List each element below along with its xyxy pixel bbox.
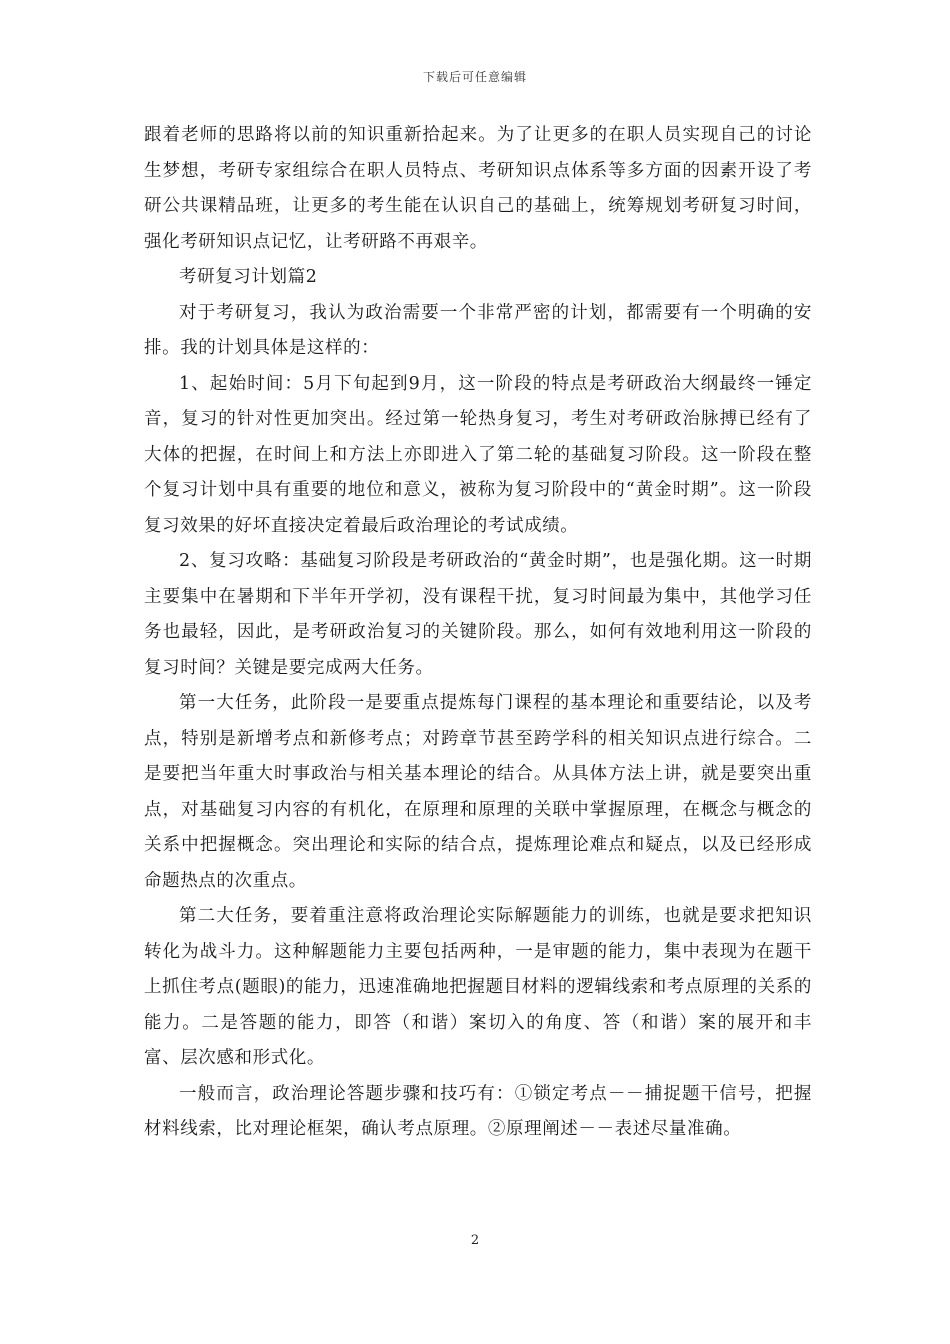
paragraph-task-two: 第二大任务，要着重注意将政治理论实际解题能力的训练，也就是要求把知识转化为战斗力。这种解题能力主要包括两种，一是审题的能力，集中表现为在题干上抓住考点(题眼)的能力，迅速准确地把握题目材料的逻辑线索和考点原理的关系的能力。二是答题的能力，即答（和谐）案切入的角度、答（和谐）案的展开和丰富、层次感和形式化。 [144, 906, 812, 1068]
paragraph-task-one: 第一大任务，此阶段一是要重点提炼每门课程的基本理论和重要结论，以及考点，特别是新增考点和新修考点；对跨章节甚至跨学科的相关知识点进行综合。二是要把当年重大时事政治与相关基本理论的结合。从具体方法上讲，就是要突出重点，对基础复习内容的有机化，在原理和原理的关联中掌握原理，在概念与概念的关系中把握概念。突出理论和实际的结合点，提炼理论难点和疑点，以及已经形成命题热点的次重点。 [144, 693, 812, 891]
paragraph-answer-steps: 一般而言，政治理论答题步骤和技巧有：①锁定考点－－捕捉题干信号，把握材料线索，比对理论框架，确认考点原理。②原理阐述－－表述尽量准确。 [144, 1083, 812, 1139]
page-number: 2 [470, 1233, 480, 1248]
paragraph-intro: 对于考研复习，我认为政治需要一个非常严密的计划，都需要有一个明确的安排。我的计划具体是这样的： [144, 302, 812, 358]
document-body [144, 118, 812, 1148]
paragraph-review-strategy: 2、复习攻略：基础复习阶段是考研政治的“黄金时期”，也是强化期。这一时期主要集中在暑期和下半年开学初，没有课程干扰，复习时间最为集中，其他学习任务也最轻，因此，是考研政治复习的关键阶段。那么，如何有效地利用这一阶段的复习时间？关键是要完成两大任务。 [144, 551, 812, 678]
paragraph-continuation: 跟着老师的思路将以前的知识重新拾起来。为了让更多的在职人员实现自己的讨论生梦想，考研专家组综合在职人员特点、考研知识点体系等多方面的因素开设了考研公共课精品班，让更多的考生能在认识自己的基础上，统筹规划考研复习时间，强化考研知识点记忆，让考研路不再艰辛。 [144, 125, 812, 252]
section-heading: 考研复习计划篇2 [179, 267, 318, 287]
page-header: 下载后可任意编辑 [422, 70, 527, 84]
paragraph-start-time: 1、起始时间：5月下旬起到9月，这一阶段的特点是考研政治大纲最终一锤定音，复习的针对性更加突出。经过第一轮热身复习，考生对考研政治脉搏已经有了大体的把握，在时间上和方法上亦即进入了第二轮的基础复习阶段。这一阶段在整个复习计划中具有重要的地位和意义，被称为复习阶段中的“黄金时期”。这一阶段复习效果的好坏直接决定着最后政治理论的考试成绩。 [144, 373, 812, 536]
